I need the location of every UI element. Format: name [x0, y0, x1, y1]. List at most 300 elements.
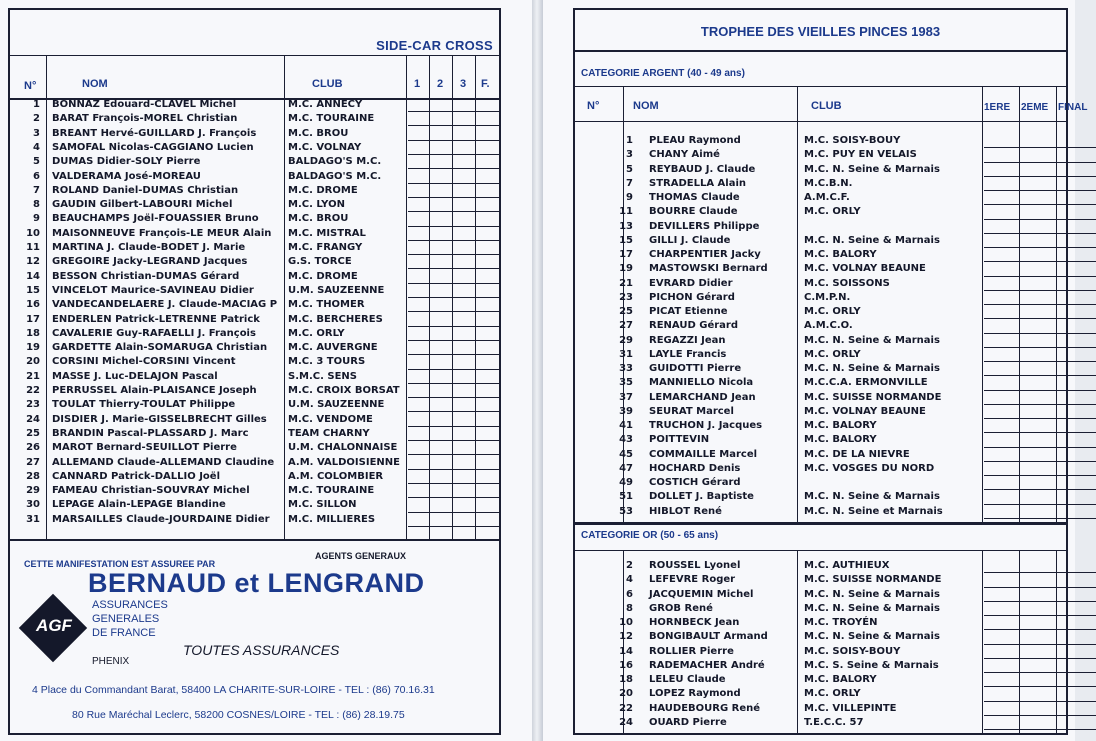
row-number: 18 — [619, 674, 633, 685]
score-cells — [984, 476, 1096, 490]
row-number: 49 — [619, 477, 633, 488]
row-club: A.M. COLOMBIER — [288, 470, 384, 482]
score-cells — [984, 277, 1096, 291]
row-club: M.C. N. Seine & Marnais — [804, 163, 940, 175]
ad-line-3: DE FRANCE — [92, 627, 156, 639]
row-name: HIBLOT René — [649, 505, 722, 517]
score-cells — [984, 462, 1096, 476]
score-cells — [984, 490, 1096, 504]
row-number: 19 — [619, 263, 633, 275]
header-no: N° — [587, 100, 600, 112]
row-number: 15 — [619, 234, 633, 246]
row-name: MARSAILLES Claude-JOURDAINE Didier — [52, 513, 270, 525]
divider — [575, 121, 1066, 122]
row-club: T.E.C.C. 57 — [804, 716, 864, 728]
row-club: M.C. BROU — [288, 127, 349, 139]
score-cells — [984, 391, 1096, 405]
row-name: MAISONNEUVE François-LE MEUR Alain — [52, 227, 272, 239]
row-club: M.C. TOURAINE — [288, 113, 375, 125]
score-cells — [984, 405, 1096, 419]
row-club: A.M.C.F. — [804, 192, 850, 203]
score-cells — [984, 191, 1096, 205]
score-cells — [984, 163, 1096, 177]
row-name: GUIDOTTI Pierre — [649, 363, 742, 374]
row-club: M.C. THOMER — [288, 299, 365, 311]
divider — [575, 50, 1066, 52]
score-cells — [984, 205, 1096, 219]
row-number: 45 — [619, 448, 633, 460]
score-cells — [408, 141, 499, 155]
row-number: 24 — [26, 413, 40, 425]
row-number: 21 — [26, 370, 40, 382]
agf-logo-text: AGF — [36, 616, 72, 635]
row-number: 1 — [33, 99, 40, 110]
row-name: OUARD Pierre — [649, 716, 727, 728]
row-club: M.C. S. Seine & Marnais — [804, 659, 939, 671]
row-club: M.C. BERCHERES — [288, 313, 383, 325]
row-name: ENDERLEN Patrick-LETRENNE Patrick — [52, 313, 260, 325]
header-first: 1ERE — [984, 102, 1011, 113]
header-round-2: 2 — [437, 78, 444, 90]
row-number: 6 — [33, 170, 40, 182]
row-number: 11 — [619, 206, 633, 218]
row-number: 2 — [33, 113, 40, 125]
row-club: M.C. ORLY — [804, 306, 861, 317]
row-name: BRANDIN Pascal-PLASSARD J. Marc — [52, 427, 249, 439]
score-cells — [984, 348, 1096, 362]
row-name: DUMAS Didier-SOLY Pierre — [52, 156, 201, 168]
row-club: M.C.C.A. ERMONVILLE — [804, 377, 928, 389]
row-number: 41 — [619, 420, 633, 431]
score-cells — [984, 134, 1096, 148]
row-number: 13 — [619, 220, 633, 232]
score-cells — [408, 327, 499, 341]
row-number: 15 — [26, 284, 40, 296]
score-cells — [408, 155, 499, 169]
row-club: M.C. FRANGY — [288, 242, 363, 253]
row-club: M.C. BALORY — [804, 249, 877, 260]
row-name: VALDERAMA José-MOREAU — [52, 170, 201, 182]
row-club: M.C. ANNECY — [288, 99, 363, 110]
header-club: CLUB — [811, 100, 842, 112]
row-name: RADEMACHER André — [649, 659, 765, 671]
row-name: TOULAT Thierry-TOULAT Philippe — [52, 399, 236, 411]
row-number: 17 — [619, 249, 633, 260]
row-name: GILLI J. Claude — [649, 234, 731, 246]
row-club: BALDAGO'S M.C. — [288, 156, 382, 168]
row-name: GREGOIRE Jacky-LEGRAND Jacques — [52, 256, 248, 268]
row-name: PICHON Gérard — [649, 291, 735, 303]
row-club: M.C. MISTRAL — [288, 227, 366, 239]
score-cells — [984, 291, 1096, 305]
row-name: ROLLIER Pierre — [649, 645, 734, 657]
row-club: S.M.C. SENS — [288, 370, 357, 382]
row-number: 7 — [33, 184, 40, 196]
row-number: 18 — [26, 327, 40, 339]
score-cells — [408, 270, 499, 284]
score-cells — [984, 559, 1096, 573]
row-club: M.C. TROYÉN — [804, 617, 878, 628]
row-club: A.M. VALDOISIENNE — [288, 456, 400, 468]
score-cells — [984, 234, 1096, 248]
row-number: 3 — [33, 127, 40, 139]
score-cells — [408, 227, 499, 241]
score-cells — [408, 184, 499, 198]
ad-assured-by: CETTE MANIFESTATION EST ASSUREE PAR — [24, 559, 216, 569]
score-cells — [408, 284, 499, 298]
row-name: ROUSSEL Lyonel — [649, 560, 741, 571]
score-cells — [408, 427, 499, 441]
row-club: M.C. DE LA NIEVRE — [804, 448, 910, 460]
row-name: GARDETTE Alain-SOMARUGA Christian — [52, 342, 268, 354]
score-cells — [408, 170, 499, 184]
score-cells — [984, 616, 1096, 630]
row-club: M.C. ORLY — [804, 206, 861, 218]
row-number: 43 — [619, 434, 633, 446]
score-cells — [984, 673, 1096, 687]
row-name: BREANT Hervé-GUILLARD J. François — [52, 127, 257, 139]
left-page — [0, 0, 532, 741]
row-number: 39 — [619, 405, 633, 417]
score-cells — [408, 370, 499, 384]
ad-brand: BERNAUD et LENGRAND — [88, 568, 425, 598]
divider — [10, 55, 499, 56]
row-number: 10 — [619, 617, 633, 628]
row-club: M.C. N. Seine & Marnais — [804, 334, 940, 346]
row-number: 5 — [626, 163, 633, 175]
row-name: MARTINA J. Claude-BODET J. Marie — [52, 242, 246, 253]
header-round-3: 3 — [460, 78, 467, 90]
row-club: M.C. SUISSE NORMANDE — [804, 574, 942, 586]
header-round-1: 1 — [414, 78, 421, 90]
score-cells — [984, 376, 1096, 390]
score-cells — [984, 630, 1096, 644]
score-cells — [984, 319, 1096, 333]
row-club: M.C. N. Seine & Marnais — [804, 602, 940, 614]
score-cells — [984, 362, 1096, 376]
row-name: PERRUSSEL Alain-PLAISANCE Joseph — [52, 385, 257, 396]
row-name: DISDIER J. Marie-GISSELBRECHT Gilles — [52, 413, 267, 425]
row-name: LAYLE Francis — [649, 348, 727, 360]
row-number: 8 — [33, 199, 40, 211]
row-number: 22 — [619, 702, 633, 714]
row-name: ALLEMAND Claude-ALLEMAND Claudine — [52, 456, 275, 468]
row-name: CAVALERIE Guy-RAFAELLI J. François — [52, 327, 256, 339]
row-club: M.C. CROIX BORSAT — [288, 385, 400, 396]
row-club: M.C. BALORY — [804, 420, 877, 431]
row-number: 16 — [26, 299, 40, 311]
score-cells — [408, 341, 499, 355]
row-name: BONGIBAULT Armand — [649, 631, 768, 643]
row-name: BARAT François-MOREL Christian — [52, 113, 238, 125]
row-number: 28 — [26, 470, 40, 482]
row-name: POITTEVIN — [649, 434, 710, 446]
header-final: F. — [481, 78, 490, 90]
row-number: 31 — [619, 348, 633, 360]
row-club: M.C. N. Seine & Marnais — [804, 491, 940, 503]
score-cells — [408, 441, 499, 455]
row-name: BONNAZ Edouard-CLAVEL Michel — [52, 99, 237, 110]
row-number: 25 — [26, 427, 40, 439]
divider — [575, 550, 1066, 551]
row-club: M.C. AUVERGNE — [288, 342, 378, 354]
row-number: 6 — [626, 588, 633, 600]
row-club: M.C. ORLY — [804, 348, 861, 360]
row-club: C.M.P.N. — [804, 291, 851, 303]
row-name: HAUDEBOURG René — [649, 702, 761, 714]
ad-agents: AGENTS GENERAUX — [315, 551, 407, 561]
row-name: DEVILLERS Philippe — [649, 220, 760, 232]
trophy-table — [573, 8, 1088, 735]
row-name: CHARPENTIER Jacky — [649, 249, 761, 260]
row-number: 4 — [626, 574, 633, 586]
header-name: NOM — [633, 100, 659, 112]
score-cells — [984, 433, 1096, 447]
header-name: NOM — [82, 78, 108, 90]
row-name: COMMAILLE Marcel — [649, 448, 758, 460]
row-number: 30 — [26, 499, 40, 511]
row-name: LEFEVRE Roger — [649, 574, 736, 586]
row-club: M.C. SOISSONS — [804, 277, 890, 289]
row-name: REGAZZI Jean — [649, 334, 726, 346]
row-number: 33 — [619, 363, 633, 374]
row-name: FAMEAU Christian-SOUVRAY Michel — [52, 485, 250, 497]
score-cells — [408, 255, 499, 269]
row-club: M.C. BALORY — [804, 674, 877, 685]
row-number: 9 — [33, 213, 40, 225]
header-no: N° — [24, 80, 37, 92]
row-name: BOURRE Claude — [649, 206, 738, 218]
score-cells — [408, 127, 499, 141]
ad-line-1: ASSURANCES — [92, 599, 168, 611]
row-club: M.C. VOSGES DU NORD — [804, 462, 935, 474]
row-number: 14 — [26, 270, 40, 282]
header-second: 2EME — [1021, 102, 1049, 113]
row-number: 22 — [26, 385, 40, 396]
row-club: M.C. LYON — [288, 199, 345, 211]
header-club: CLUB — [312, 78, 343, 90]
row-number: 21 — [619, 277, 633, 289]
divider — [575, 86, 1066, 87]
row-name: CHANY Aimé — [649, 149, 720, 161]
book-gutter — [532, 0, 543, 741]
row-number: 47 — [619, 462, 633, 474]
right-page — [543, 0, 1088, 741]
row-name: CANNARD Patrick-DALLIO Joël — [52, 470, 221, 482]
row-name: GROB René — [649, 602, 713, 614]
row-club: M.C. DROME — [288, 270, 358, 282]
row-number: 53 — [619, 505, 633, 517]
row-number: 4 — [33, 141, 40, 153]
score-cells — [984, 334, 1096, 348]
ad-line-2: GENERALES — [92, 613, 160, 625]
row-club: M.C. SILLON — [288, 499, 357, 511]
row-name: LEMARCHAND Jean — [649, 391, 756, 403]
row-club: G.S. TORCE — [288, 256, 352, 268]
row-club: M.C. BROU — [288, 213, 349, 225]
score-cells — [984, 505, 1096, 519]
row-name: EVRARD Didier — [649, 277, 733, 289]
row-club: BALDAGO'S M.C. — [288, 170, 382, 182]
score-cells — [984, 262, 1096, 276]
row-name: MASTOWSKI Bernard — [649, 263, 768, 275]
row-number: 17 — [26, 313, 40, 325]
side-car-cross-title: SIDE-CAR CROSS — [376, 38, 493, 53]
row-club: U.M. SAUZEENNE — [288, 284, 385, 296]
row-number: 20 — [619, 688, 633, 700]
score-cells — [408, 498, 499, 512]
row-name: PLEAU Raymond — [649, 135, 741, 146]
score-cells — [984, 419, 1096, 433]
row-name: STRADELLA Alain — [649, 177, 747, 189]
score-cells — [984, 687, 1096, 701]
row-name: PICAT Etienne — [649, 306, 728, 317]
row-number: 29 — [26, 485, 40, 497]
divider — [575, 522, 1066, 525]
row-name: HORNBECK Jean — [649, 617, 740, 628]
row-club: M.C. 3 TOURS — [288, 356, 366, 368]
score-cells — [984, 645, 1096, 659]
row-name: REYBAUD J. Claude — [649, 163, 756, 175]
score-cells — [984, 305, 1096, 319]
row-name: ROLAND Daniel-DUMAS Christian — [52, 184, 239, 196]
row-name: JACQUEMIN Michel — [649, 588, 754, 600]
score-cells — [984, 248, 1096, 262]
row-club: M.C. DROME — [288, 184, 358, 196]
score-cells — [408, 112, 499, 126]
row-club: M.C. PUY EN VELAIS — [804, 149, 917, 161]
score-cells — [408, 298, 499, 312]
row-name: MAROT Bernard-SEUILLOT Pierre — [52, 442, 237, 454]
score-cells — [408, 398, 499, 412]
row-club: U.M. CHALONNAISE — [288, 442, 398, 454]
row-club: M.C. N. Seine & Marnais — [804, 363, 940, 374]
row-number: 9 — [626, 192, 633, 203]
row-club: M.C. N. Seine & Marnais — [804, 234, 940, 246]
row-name: SEURAT Marcel — [649, 405, 734, 417]
row-name: TRUCHON J. Jacques — [649, 420, 763, 431]
row-number: 2 — [626, 560, 633, 571]
row-name: CORSINI Michel-CORSINI Vincent — [52, 356, 236, 368]
row-club: M.C. SOISY-BOUY — [804, 135, 901, 146]
row-name: DOLLET J. Baptiste — [649, 491, 754, 503]
row-club: M.C. VENDOME — [288, 413, 373, 425]
category-or-title: CATEGORIE OR (50 - 65 ans) — [581, 530, 719, 541]
row-name: BESSON Christian-DUMAS Gérard — [52, 270, 240, 282]
score-cells — [984, 148, 1096, 162]
row-name: COSTICH Gérard — [649, 477, 741, 488]
row-name: LELEU Claude — [649, 674, 726, 685]
row-number: 31 — [26, 513, 40, 525]
row-number: 1 — [626, 135, 633, 146]
score-cells — [984, 177, 1096, 191]
row-number: 3 — [626, 149, 633, 161]
trophy-title: TROPHEE DES VIEILLES PINCES 1983 — [700, 24, 941, 39]
score-cells — [408, 384, 499, 398]
row-number: 35 — [619, 377, 633, 389]
row-number: 26 — [26, 442, 40, 454]
row-name: VANDECANDELAERE J. Claude-MACIAG P — [52, 299, 278, 311]
row-name: MANNIELLO Nicola — [649, 377, 754, 389]
score-cells — [408, 98, 499, 112]
row-club: M.C. VILLEPINTE — [804, 702, 897, 714]
row-number: 19 — [26, 342, 40, 354]
row-club: M.C. TOURAINE — [288, 485, 375, 497]
row-club: M.C. N. Seine & Marnais — [804, 588, 940, 600]
score-cells — [984, 602, 1096, 616]
row-club: M.C. ORLY — [804, 688, 861, 700]
score-cells — [984, 220, 1096, 234]
row-number: 14 — [619, 645, 633, 657]
score-cells — [984, 448, 1096, 462]
row-name: GAUDIN Gilbert-LABOURI Michel — [52, 199, 233, 211]
row-club: M.C. BALORY — [804, 434, 877, 446]
row-name: LOPEZ Raymond — [649, 688, 741, 700]
score-cells — [984, 702, 1096, 716]
row-number: 51 — [619, 491, 633, 503]
score-cells — [408, 413, 499, 427]
row-number: 25 — [619, 306, 633, 317]
row-number: 10 — [26, 227, 40, 239]
row-number: 37 — [619, 391, 633, 403]
row-club: M.C. SUISSE NORMANDE — [804, 391, 942, 403]
row-number: 27 — [619, 320, 633, 332]
row-number: 5 — [33, 156, 40, 168]
table-header — [10, 72, 499, 100]
row-number: 12 — [619, 631, 633, 643]
row-number: 11 — [26, 242, 40, 253]
row-club: M.C. AUTHIEUX — [804, 560, 890, 571]
row-number: 23 — [619, 291, 633, 303]
row-number: 12 — [26, 256, 40, 268]
row-name: HOCHARD Denis — [649, 462, 741, 474]
row-club: A.M.C.O. — [804, 320, 853, 332]
score-cells — [408, 355, 499, 369]
score-cells — [408, 484, 499, 498]
row-club: M.C.B.N. — [804, 177, 853, 189]
score-cells — [984, 716, 1096, 730]
ad-phenix: PHENIX — [92, 656, 130, 667]
score-cells — [408, 241, 499, 255]
row-name: THOMAS Claude — [649, 192, 740, 203]
row-club: M.C. N. Seine et Marnais — [804, 505, 943, 517]
row-name: MASSE J. Luc-DELAJON Pascal — [52, 370, 218, 382]
row-number: 27 — [26, 456, 40, 468]
row-club: M.C. SOISY-BOUY — [804, 645, 901, 657]
row-club: U.M. SAUZEENNE — [288, 399, 385, 411]
side-car-cross-table — [8, 8, 501, 541]
row-number: 7 — [626, 177, 633, 189]
row-number: 23 — [26, 399, 40, 411]
ad-tagline: TOUTES ASSURANCES — [183, 642, 340, 658]
score-cells — [408, 212, 499, 226]
row-club: M.C. VOLNAY BEAUNE — [804, 263, 926, 275]
insurance-advert — [8, 541, 501, 735]
row-club: TEAM CHARNY — [288, 427, 370, 439]
score-cells — [408, 513, 499, 527]
row-club: M.C. MILLIERES — [288, 513, 376, 525]
row-name: LEPAGE Alain-LEPAGE Blandine — [52, 499, 226, 511]
header-final: FINAL — [1058, 102, 1088, 113]
row-club: M.C. ORLY — [288, 327, 345, 339]
score-cells — [984, 573, 1096, 587]
score-cells — [984, 659, 1096, 673]
score-cells — [408, 470, 499, 484]
row-club: M.C. VOLNAY BEAUNE — [804, 405, 926, 417]
row-number: 24 — [619, 716, 633, 728]
row-number: 16 — [619, 659, 633, 671]
score-cells — [984, 588, 1096, 602]
